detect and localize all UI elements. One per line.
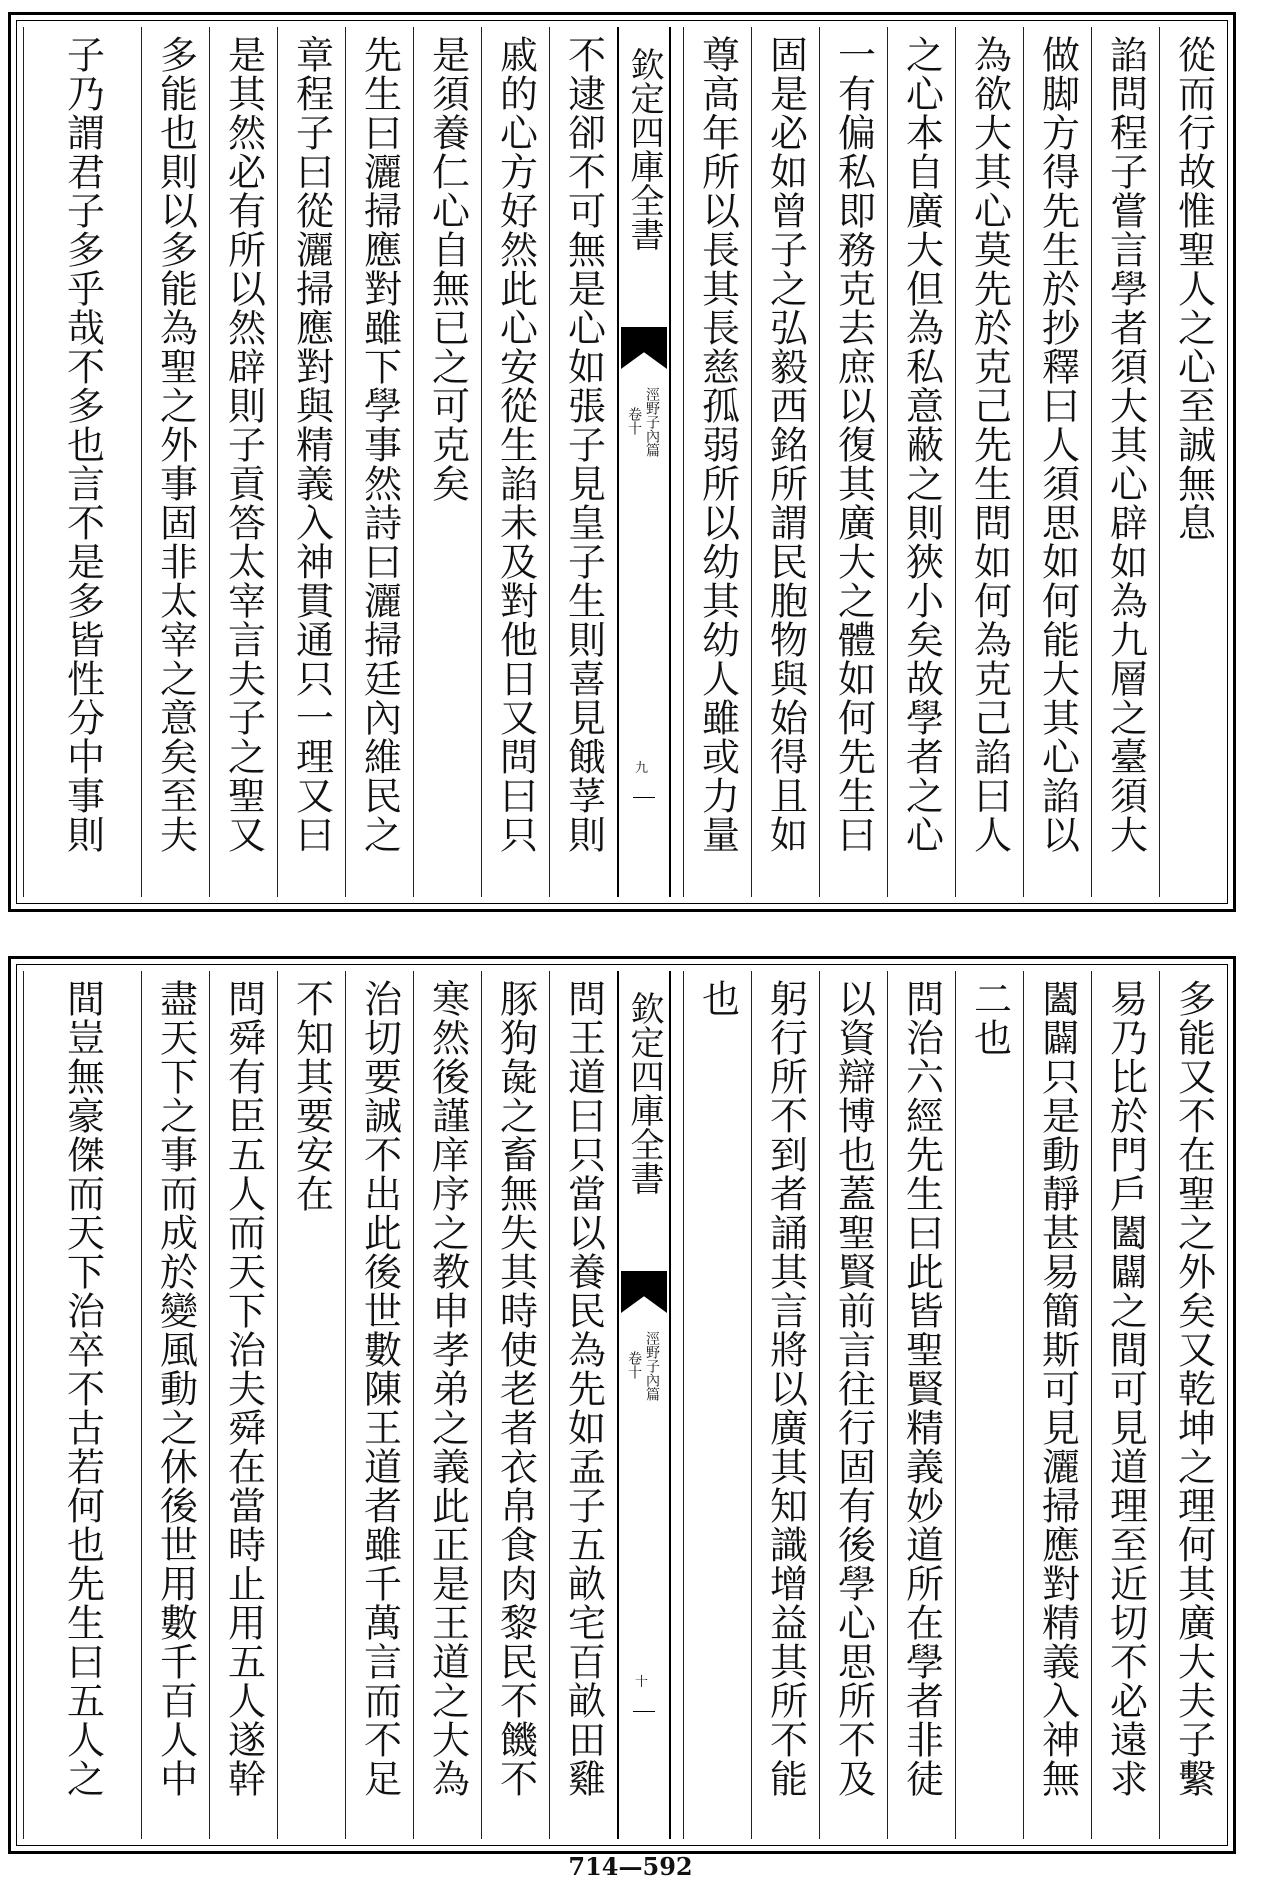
center-gutter — [617, 27, 671, 897]
text-column — [277, 971, 345, 1839]
text-column — [141, 971, 209, 1839]
column-text: 多能也則以多能為聖之外事固非太宰之意矣至夫 — [153, 35, 198, 854]
text-column — [887, 971, 955, 1839]
gutter-title: 欽定四庫全書 — [624, 991, 664, 1195]
gutter-rule — [633, 797, 655, 798]
column-text: 治切要誠不出此後世數陳王道者雖千萬言而不足 — [357, 979, 402, 1798]
column-text: 豚狗彘之畜無失其時使老者衣帛食肉黎民不饑不 — [493, 979, 538, 1798]
column-text: 以資辯博也蓋聖賢前言往行固有後學心思所不及 — [831, 979, 876, 1798]
text-column — [683, 27, 751, 897]
column-text: 是其然必有所以然辟則子貢答太宰言夫子之聖又 — [221, 35, 266, 854]
text-column — [751, 27, 819, 897]
gutter-page-number: 九 — [635, 761, 649, 776]
text-column — [1091, 971, 1159, 1839]
center-gutter — [617, 971, 671, 1839]
upper-page — [8, 12, 1236, 912]
text-column — [1023, 27, 1091, 897]
column-text: 尊高年所以長其長慈孤弱所以幼其幼人雖或力量 — [695, 35, 740, 854]
text-column — [481, 27, 549, 897]
text-column — [481, 971, 549, 1839]
column-text: 做脚方得先生於抄釋曰人須思如何能大其心諂以 — [1035, 35, 1080, 854]
column-text: 戚的心方好然此心安從生諂未及對他日又問曰只 — [493, 35, 538, 854]
text-column — [549, 971, 617, 1839]
gutter-juan: 卷十 — [626, 1351, 642, 1379]
column-text: 易乃比於門戶闔闢之間可見道理至近切不必遠求 — [1103, 979, 1148, 1798]
column-text: 為欲大其心莫先於克己先生問如何為克己諂曰人 — [967, 35, 1012, 854]
column-text: 諂問程子嘗言學者須大其心辟如為九層之臺須大 — [1103, 35, 1148, 854]
gutter-title: 欽定四庫全書 — [624, 47, 664, 251]
text-column — [955, 27, 1023, 897]
gutter-rule — [633, 1711, 655, 1712]
text-column — [23, 27, 141, 897]
text-column — [1159, 27, 1227, 897]
column-text: 躬行所不到者誦其言將以廣其知識增益其所不能 — [763, 979, 808, 1798]
text-column — [23, 971, 141, 1839]
scan-page-number: 714—592 — [568, 1852, 693, 1881]
column-text: 是須養仁心自無已之可克矣 — [425, 35, 470, 503]
column-text: 一有偏私即務克去庶以復其廣大之體如何先生曰 — [831, 35, 876, 854]
column-text: 不逮卻不可無是心如張子見皇子生則喜見餓莩則 — [561, 35, 606, 854]
column-text: 子乃謂君子多乎哉不多也言不是多皆性分中事則 — [60, 35, 105, 854]
text-column — [345, 27, 413, 897]
text-column — [887, 27, 955, 897]
gutter-subtitle: 涇野子內篇 — [644, 1331, 660, 1401]
text-column — [1091, 27, 1159, 897]
column-text: 寒然後謹庠序之教申孝弟之義此正是王道之大為 — [425, 979, 470, 1798]
column-text: 先生曰灑掃應對雖下學事然詩曰灑掃廷內維民之 — [357, 35, 402, 854]
text-column — [819, 27, 887, 897]
column-text: 問王道曰只當以養民為先如孟子五畝宅百畝田雞 — [561, 979, 606, 1798]
text-column — [413, 971, 481, 1839]
column-text: 二也 — [967, 979, 1012, 1057]
column-text: 之心本自廣大但為私意蔽之則狹小矣故學者之心 — [899, 35, 944, 854]
fish-tail-ornament — [621, 1271, 667, 1313]
column-text: 盡天下之事而成於變風動之休後世用數千百人中 — [153, 979, 198, 1798]
gutter-subtitle: 涇野子內篇 — [644, 387, 660, 457]
column-text: 章程子曰從灑掃應對與精義入神貫通只一理又曰 — [289, 35, 334, 854]
column-text: 也 — [695, 979, 740, 1018]
fish-tail-ornament — [621, 327, 667, 369]
text-column — [209, 27, 277, 897]
text-column — [683, 971, 751, 1839]
text-column — [751, 971, 819, 1839]
column-text: 問舜有臣五人而天下治夫舜在當時止用五人遂幹 — [221, 979, 266, 1798]
column-text: 從而行故惟聖人之心至誠無息 — [1171, 35, 1216, 542]
column-text: 闔闢只是動靜甚易簡斯可見灑掃應對精義入神無 — [1035, 979, 1080, 1798]
text-column — [277, 27, 345, 897]
column-text: 間豈無豪傑而天下治卒不古若何也先生曰五人之 — [60, 979, 105, 1798]
column-text: 問治六經先生曰此皆聖賢精義妙道所在學者非徒 — [899, 979, 944, 1798]
column-text: 固是必如曾子之弘毅西銘所謂民胞物與始得且如 — [763, 35, 808, 854]
text-column — [1023, 971, 1091, 1839]
column-text: 不知其要安在 — [289, 979, 334, 1213]
text-column — [209, 971, 277, 1839]
gutter-page-number: 十 — [635, 1675, 649, 1690]
text-column — [549, 27, 617, 897]
text-column — [955, 971, 1023, 1839]
text-column — [1159, 971, 1227, 1839]
lower-page — [8, 956, 1236, 1854]
gutter-juan: 卷十 — [626, 407, 642, 435]
text-column — [413, 27, 481, 897]
text-column — [345, 971, 413, 1839]
text-column — [819, 971, 887, 1839]
text-column — [141, 27, 209, 897]
column-text: 多能又不在聖之外矣又乾坤之理何其廣大夫子繫 — [1171, 979, 1216, 1798]
